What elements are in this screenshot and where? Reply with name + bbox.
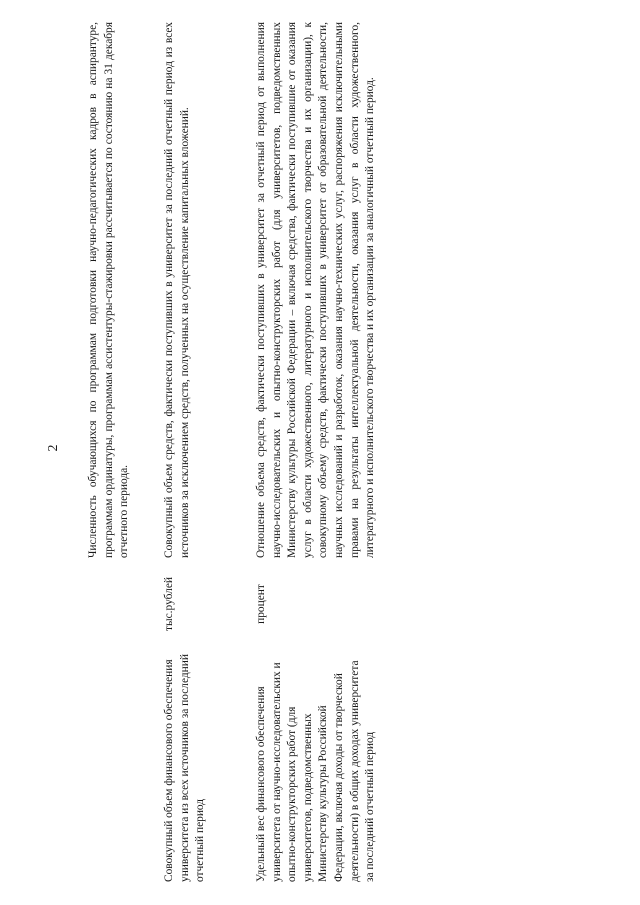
rotated-table [40, 22, 600, 882]
indicator-name: Удельный вес финансового обеспечения университета от научно-исследовательских и опытно-конструкторских работ (для университетов, подведомственных Министерству культуры Российской Федерации, включая доходы от творческой деятельности) в общих доходах университета за последний отчетный период [255, 660, 377, 882]
table-row [254, 22, 379, 882]
table-row [86, 22, 133, 882]
indicator-name: Совокупный объем финансового обеспечения университета из всех источников за последний отчетный период [163, 654, 207, 882]
calculation-method: Совокупный объем средств, фактически поступивших в университет за последний отчетный период из всех источников за исключением средств, полученных на осуществление капитальных вложений. [163, 22, 191, 558]
calculation-method: Отношение объема средств, фактически поступивших в университет за отчетный период от выполнения научно-исследовательских и опытно-конструкторских работ (для университетов, подведомственных Министерству культуры Российской Федерации – включая средства, фактически поступившие от оказания услуг в области художественного, литературного и исполнительского творчества и их организации), к совокупному объему средств, фактически поступивших в университет от образовательной деятельности, научных исследований и разработок, оказания научно-технических услуг, распоряжения исключительными правами на результаты интеллектуальной деятельности, оказания услуг в области художественного, литературного и исполнительского творчества и их организации за аналогичный отчетный период. [255, 22, 377, 558]
table-row [162, 22, 209, 882]
page-number: 2 [46, 444, 61, 452]
indicator-name [86, 646, 133, 882]
unit-of-measure [86, 562, 133, 646]
calculation-method: Численность обучающихся по программам подготовки научно-педагогических кадров в аспирантуре, программам ординатуры, программам ассистентуры-стажировки рассчитывается по состоянию на 31 декабря отчетного периода. [87, 22, 131, 558]
unit-of-measure: тыс.рублей [163, 577, 175, 631]
unit-of-measure: процент [255, 584, 267, 624]
